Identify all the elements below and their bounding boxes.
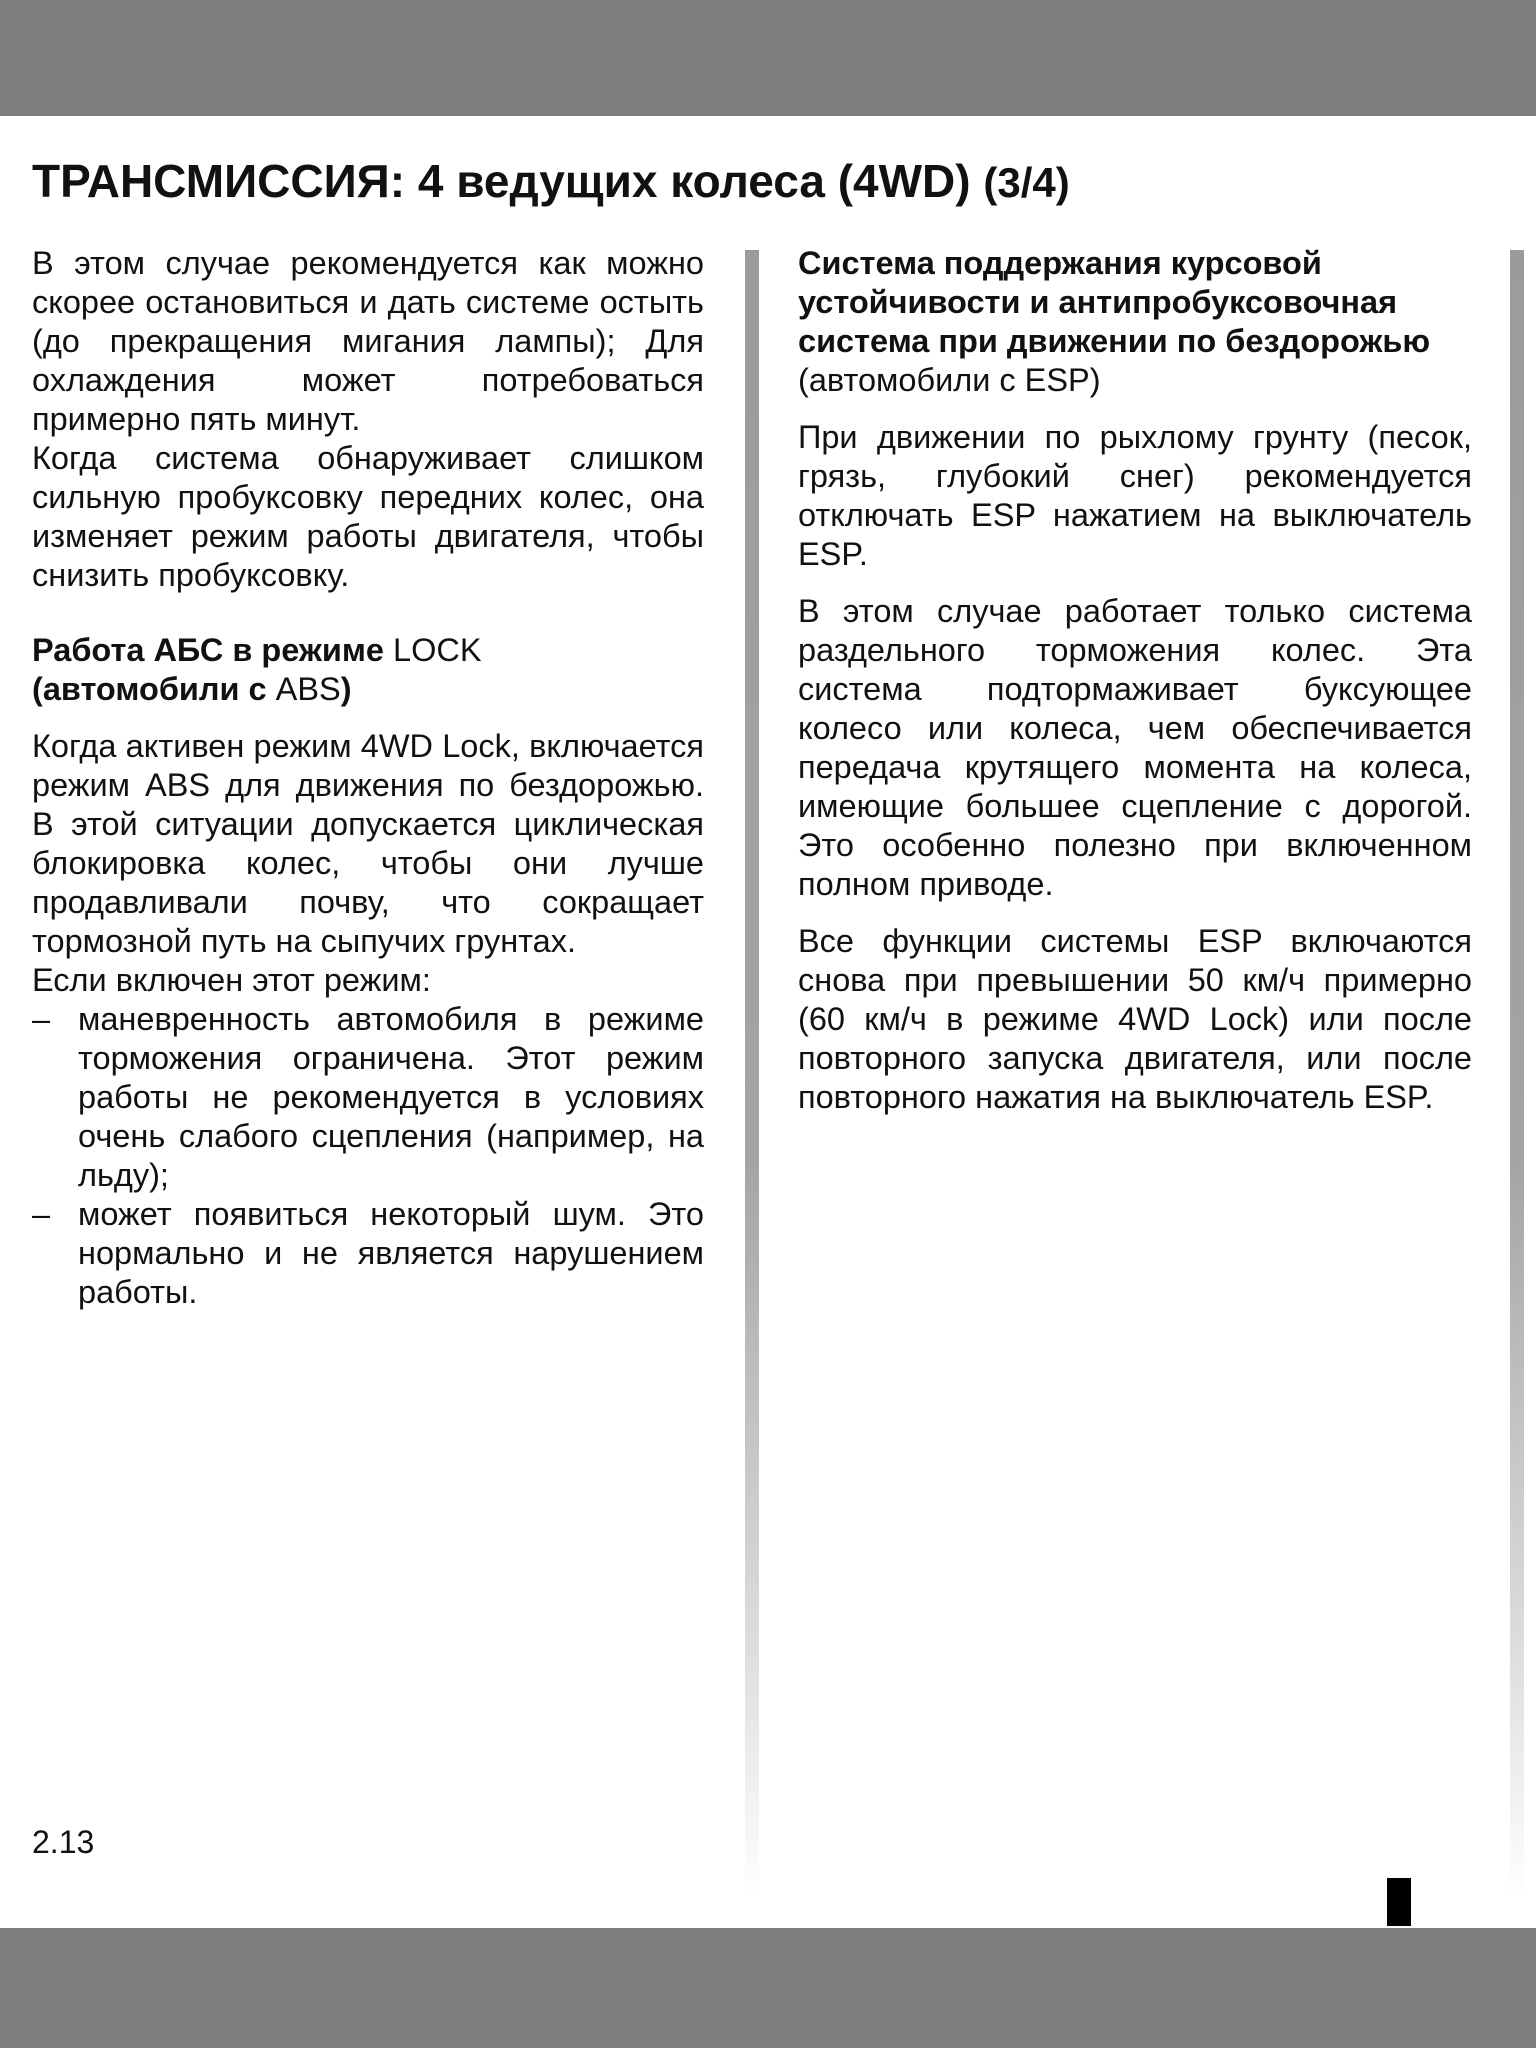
left-paragraph-1: В этом случае рекомендуется как можно скорее остановиться и дать системе остыть (до прекращения мигания лампы); Для охлаждения может потребоваться примерно пять минут. bbox=[32, 245, 704, 437]
page-number: 2.13 bbox=[32, 1824, 95, 1860]
abs-heading-line1-thin: LOCK bbox=[393, 632, 482, 668]
page-edge-marker bbox=[1387, 1878, 1411, 1926]
abs-lock-heading bbox=[32, 631, 704, 709]
list-item-text: маневренность автомобиля в режиме торможения ограничена. Этот режим работы не рекомендуется в условиях очень слабого сцепления (например, на льду); bbox=[78, 1001, 704, 1193]
abs-heading-line2-close: ) bbox=[340, 671, 352, 707]
right-paragraph-2: В этом случае работает только система раздельного торможения колес. Эта система подтормаживает буксующее колесо или колеса, чем обеспечивается передача крутящего момента на колеса, имеющие большее сцепление с дорогой. Это особенно полезно при включенном полном приводе. bbox=[798, 593, 1472, 902]
abs-heading-line2-thin: ABS bbox=[275, 671, 341, 707]
left-paragraph-3: Когда активен режим 4WD Lock, включается режим ABS для движения по бездорожью. В этой ситуации допускается циклическая блокировка колес, чтобы они лучше продавливали почву, что сокращает тормозной путь на сыпучих грунтах. bbox=[32, 728, 704, 959]
right-column bbox=[798, 244, 1472, 1117]
left-paragraph-2: Когда система обнаруживает слишком сильную пробуксовку передних колес, она изменяет режим работы двигателя, чтобы снизить пробуксовку. bbox=[32, 440, 704, 593]
esp-subheading: (автомобили с ESP) bbox=[798, 362, 1101, 398]
left-column bbox=[32, 244, 704, 1312]
page-title bbox=[32, 154, 1070, 208]
left-paragraph-4: Если включен этот режим: bbox=[32, 962, 431, 998]
right-paragraph-1: При движении по рыхлому грунту (песок, грязь, глубокий снег) рекомендуется отключать ESP нажатием на выключатель ESP. bbox=[798, 419, 1472, 572]
abs-heading-line1-bold: Работа АБС в режиме bbox=[32, 632, 394, 668]
manual-page bbox=[0, 116, 1536, 1928]
list-item-text: может появиться некоторый шум. Это нормально и не является нарушением работы. bbox=[78, 1196, 704, 1310]
right-edge-divider bbox=[1510, 250, 1524, 1900]
column-divider bbox=[745, 250, 759, 1900]
list-item bbox=[32, 1000, 704, 1195]
dash-bullet: – bbox=[32, 1196, 51, 1232]
right-paragraph-3: Все функции системы ESP включаются снова при превышении 50 км/ч примерно (60 км/ч в режиме 4WD Lock) или после повторного запуска двигателя, или после повторного нажатия на выключатель ESP. bbox=[798, 923, 1472, 1115]
esp-heading: Система поддержания курсовой устойчивости и антипробуксовочная система при движении по бездорожью bbox=[798, 245, 1431, 359]
abs-heading-line2-bold: (автомобили с bbox=[32, 671, 276, 707]
page-part-indicator: (3/4) bbox=[983, 159, 1070, 206]
viewer-top-bar bbox=[0, 0, 1536, 116]
page-title-text: ТРАНСМИССИЯ: 4 ведущих колеса (4WD) bbox=[32, 155, 971, 207]
list-item bbox=[32, 1195, 704, 1312]
viewer-bottom-bar bbox=[0, 1928, 1536, 2048]
dash-bullet: – bbox=[32, 1001, 51, 1037]
